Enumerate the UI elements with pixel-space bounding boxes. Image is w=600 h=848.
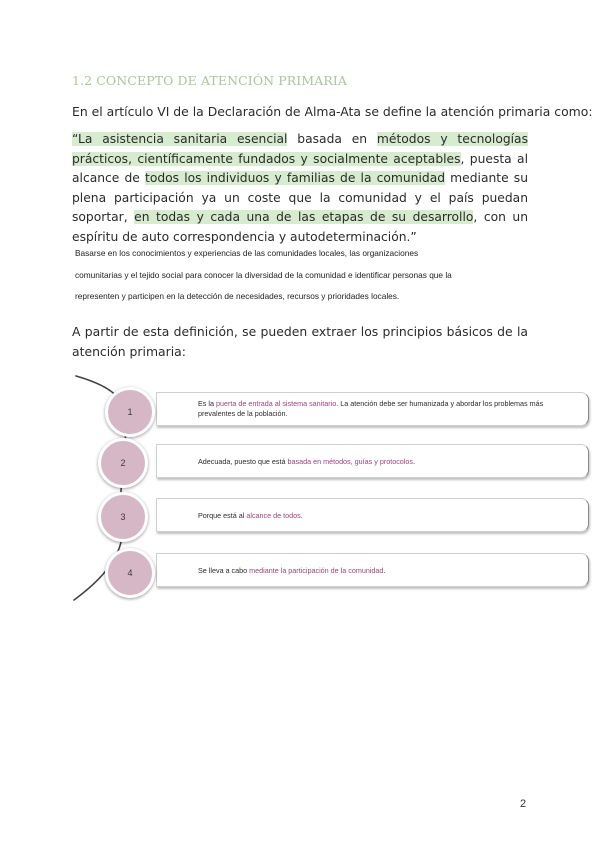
principle-box-1 [156,392,589,426]
quote-part: métodos y tecnologías prácticos, científicamente fundados y socialmente aceptables [72,132,529,166]
quote-part: basada en [287,132,377,146]
principle-keyword: puerta de entrada al sistema sanitario [215,399,337,408]
principle-box-2 [156,444,589,478]
principle-keyword: mediante la participación de la comunidad [249,566,384,575]
quote-part: “La asistencia sanitaria esencial [72,132,288,146]
principle-text: Se lleva a cabo [198,566,250,575]
principle-text: . [412,457,415,466]
principle-text: Adecuada, puesto que está [198,457,288,466]
principle-text: Porque está al [198,511,247,520]
page-number: 2 [520,798,527,810]
principle-keyword: basada en métodos, guías y protocolos [287,457,413,466]
principle-number-4: 4 [105,548,155,598]
quote-part: todos los individuos y familias de la comunidad [145,171,446,185]
definition-quote [72,130,528,247]
note-block [75,243,525,308]
principle-number-2: 2 [98,438,148,488]
principle-text: . La atención debe ser humanizada y abordar los problemas más prevalentes de la población. [198,399,544,418]
principles-diagram [70,372,544,607]
principle-text: . [300,511,303,520]
note-line: Basarse en los conocimientos y experiencias de las comunidades locales, las organizaciones [75,248,419,258]
principle-text: . [383,566,386,575]
principle-number-1: 1 [105,387,155,437]
note-line: representen y participen en la detección de necesidades, recursos y prioridades locales. [75,291,400,301]
note-line: comunitarias y el tejido social para conocer la diversidad de la comunidad e identificar personas que la [75,269,452,280]
quote-part: mediante su plena participación ya un coste que la comunidad y el país puedan soportar, [72,171,528,224]
quote-part: , puesta al alcance de [72,151,529,185]
quote-part: , con un espíritu de auto correspondencia y autodeterminación.” [72,210,528,244]
principle-box-4 [156,553,589,587]
principle-number-3: 3 [98,492,148,542]
principles-intro: A partir de esta definición, se pueden extraer los principios básicos de la atención primaria: [72,324,528,359]
section-heading: 1.2 CONCEPTO DE ATENCIÓN PRIMARIA [72,73,348,88]
principle-keyword: alcance de todos [246,511,301,520]
principle-box-3 [156,498,589,532]
principle-text: Es la [198,399,216,408]
quote-part: en todas y cada una de las etapas de su desarrollo [134,210,474,224]
intro-text: En el artículo VI de la Declaración de Alma-Ata se define la atención primaria como: [72,104,593,119]
